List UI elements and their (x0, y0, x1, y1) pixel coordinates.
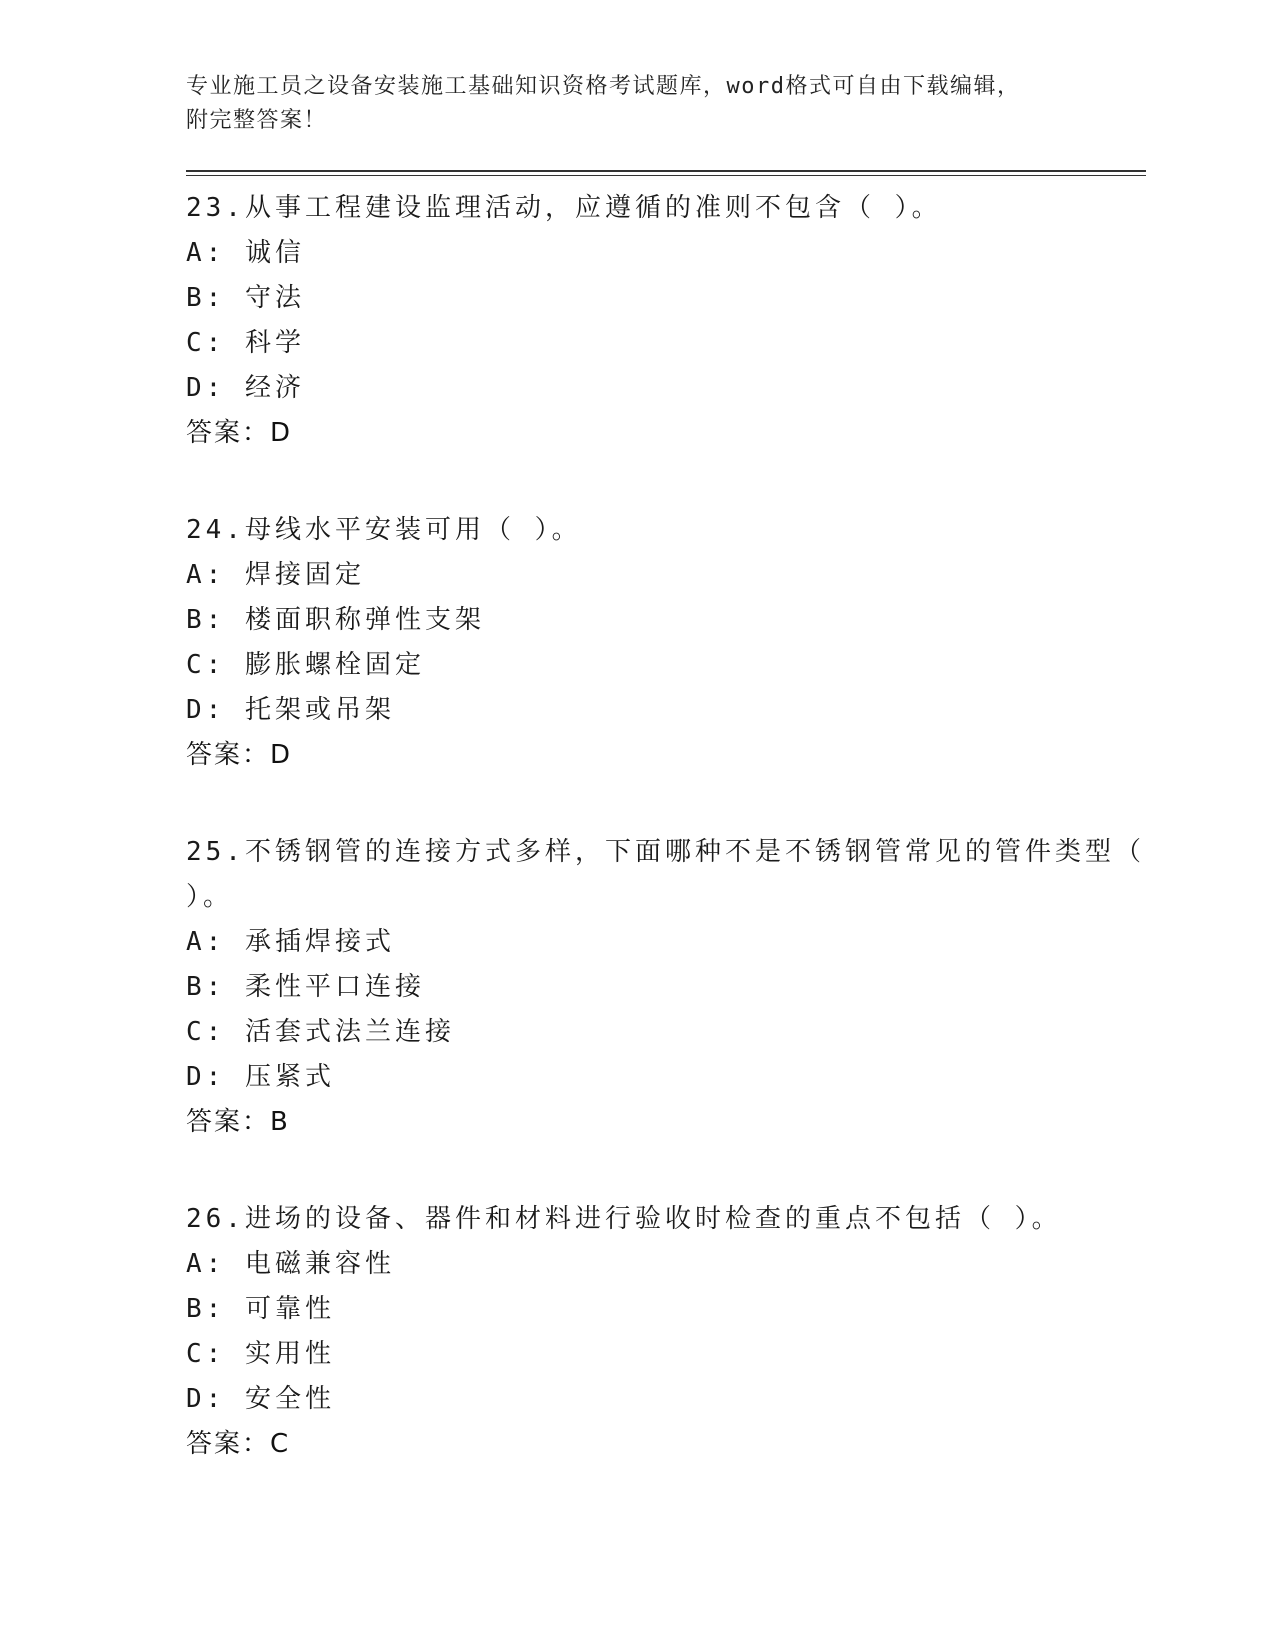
answer-line: 答案：B (186, 1107, 290, 1137)
question-24 (186, 508, 1146, 778)
question-26 (186, 1197, 1146, 1467)
header-divider (186, 170, 1146, 172)
option-d: D: 压紧式 (186, 1062, 335, 1092)
answer-line: 答案：D (186, 740, 293, 770)
question-stem: 24.母线水平安装可用（ ）。 (186, 515, 582, 545)
option-c: C: 科学 (186, 328, 305, 358)
option-d: D: 安全性 (186, 1384, 335, 1414)
header-line-1: 专业施工员之设备安装施工基础知识资格考试题库，word格式可自由下载编辑， (186, 74, 1021, 99)
question-23 (186, 186, 1146, 456)
option-d: D: 托架或吊架 (186, 695, 395, 725)
document-header (186, 70, 1146, 138)
answer-line: 答案：C (186, 1429, 291, 1459)
question-stem: 26.进场的设备、器件和材料进行验收时检查的重点不包括（ ）。 (186, 1204, 1062, 1234)
option-a: A: 诚信 (186, 238, 305, 268)
option-c: C: 膨胀螺栓固定 (186, 650, 425, 680)
option-a: A: 承插焊接式 (186, 927, 395, 957)
option-b: B: 守法 (186, 283, 305, 313)
question-25 (186, 830, 1146, 1145)
question-stem: 23.从事工程建设监理活动，应遵循的准则不包含（ ）。 (186, 193, 942, 223)
option-a: A: 焊接固定 (186, 560, 365, 590)
option-b: B: 柔性平口连接 (186, 972, 425, 1002)
question-stem: 25.不锈钢管的连接方式多样，下面哪种不是不锈钢管常见的管件类型（ ）。 (186, 837, 1145, 912)
option-b: B: 可靠性 (186, 1294, 335, 1324)
option-d: D: 经济 (186, 373, 305, 403)
option-b: B: 楼面职称弹性支架 (186, 605, 485, 635)
document-page (186, 70, 1146, 1467)
header-line-2: 附完整答案！ (186, 108, 328, 133)
option-a: A: 电磁兼容性 (186, 1249, 395, 1279)
option-c: C: 活套式法兰连接 (186, 1017, 455, 1047)
answer-line: 答案：D (186, 418, 293, 448)
option-c: C: 实用性 (186, 1339, 335, 1369)
